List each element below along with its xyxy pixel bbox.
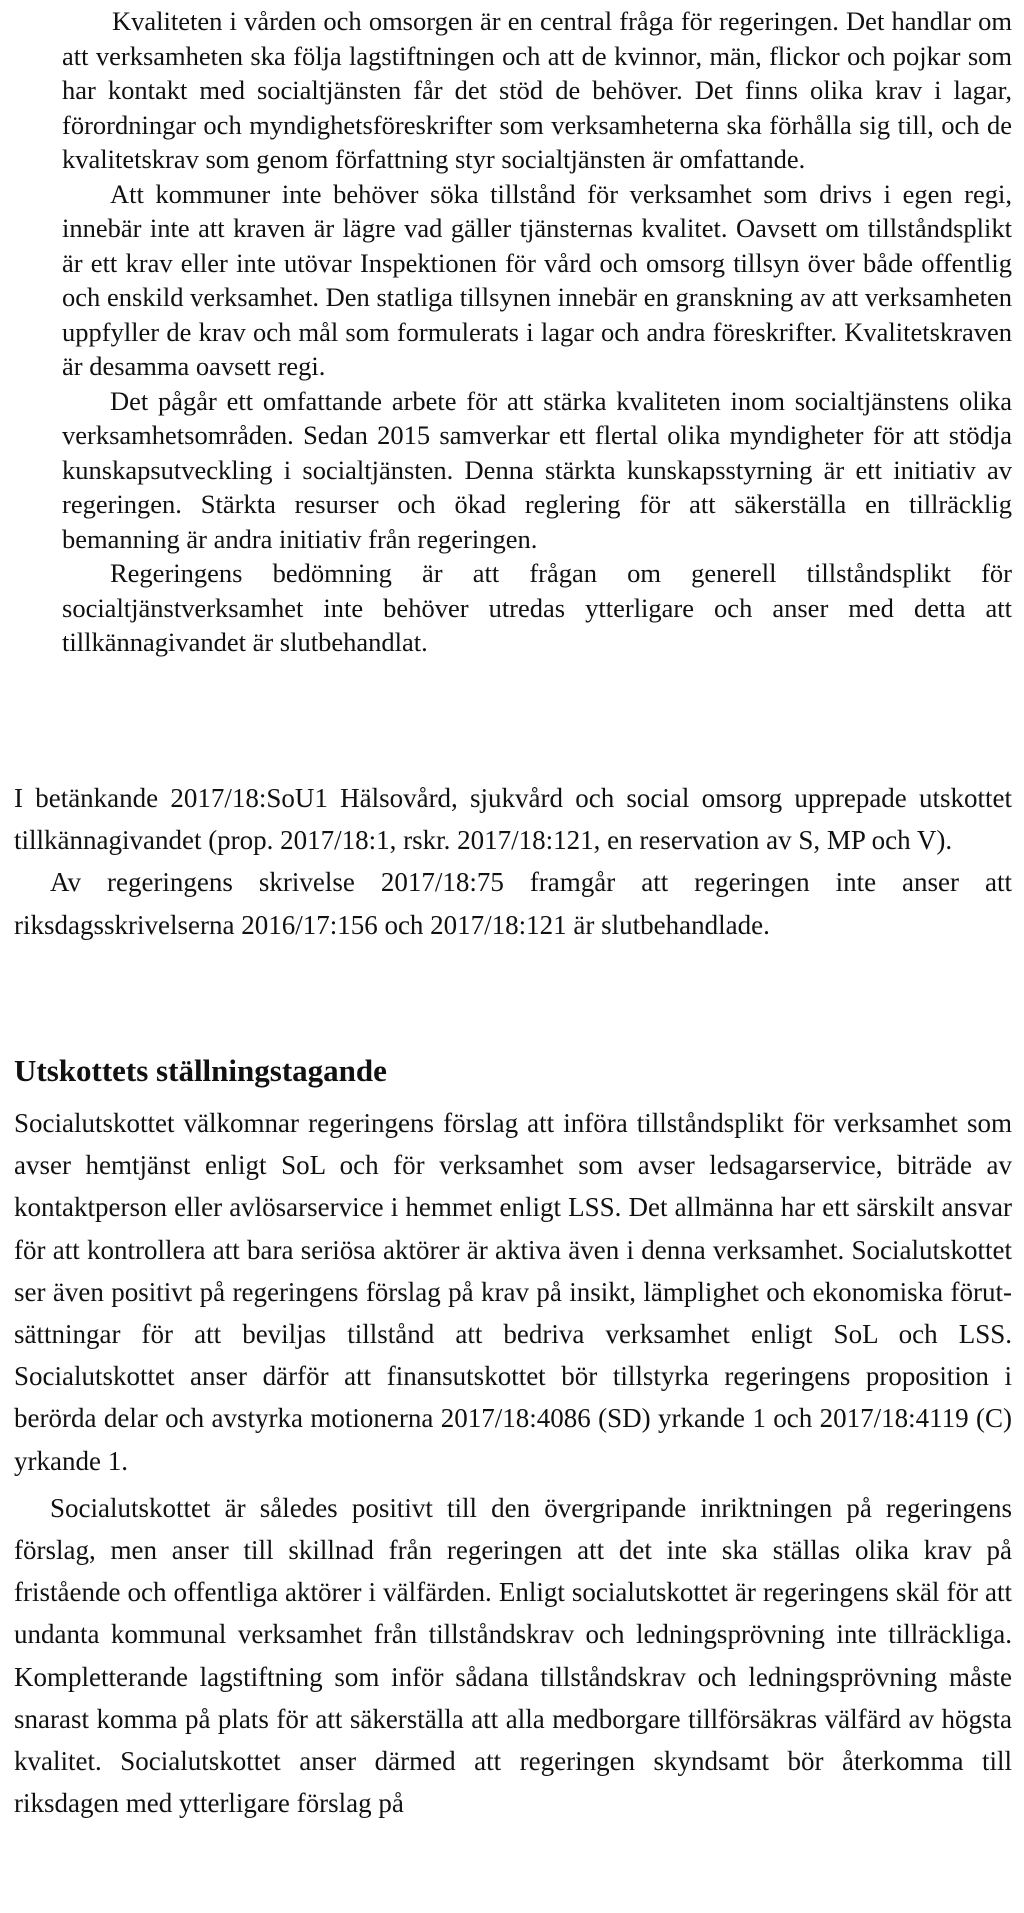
quote-paragraph: Att kommuner inte behöver söka tillstånd för verksamhet som drivs i egen regi, innebär inte att kraven är lägre vad gäller tjänsternas kvalitet. Oavsett om tillståndsplikt är ett krav eller inte utövar Inspektionen för vård och omsorg tillsyn över både offentlig och enskild verksamhet. Den statliga tillsynen innebär en granskning av att verksamheten uppfyller de krav och mål som formulerats i lagar och andra föreskrifter. Kvalitetskraven är desamma oavsett regi. — [62, 178, 1012, 381]
section-heading: Utskottets ställningstagande — [14, 1053, 387, 1088]
section-paragraph: Socialutskottet välkomnar regeringens förslag att införa tillståndsplikt för verksamhet som avser hemtjänst enligt SoL och för verksamhet som avser ledsagarservice, biträde av kontaktperson eller avlösarservice i hemmet enligt LSS. Det allmänna har ett särskilt ansvar för att kontrollera att bara seriösa aktörer är aktiva även i denna verksamhet. Socialutskottet ser även positivt på regeringens förslag på krav på insikt, lämplighet och ekonomiska förutsättningar för att beviljas tillstånd att bedriva verksamhet enligt SoL och LSS. Socialutskottet anser därför att finansutskottet bör tillstyrka regeringens proposition i berörda delar och avstyrka motionerna 2017/18:4086 (SD) yrkande 1 och 2017/18:4119 (C) yrkande 1. — [14, 1108, 1012, 1476]
background-text — [14, 777, 1012, 946]
body-paragraph: Av regeringens skrivelse 2017/18:75 framgår att regeringen inte anser att riksdagsskrivelserna 2016/17:156 och 2017/18:121 är slutbehandlade. — [14, 867, 1012, 940]
section-paragraph: Socialutskottet är således positivt till den övergripande inriktningen på regeringens förslag, men anser till skillnad från regeringen att det inte ska ställas olika krav på fristående och offentliga aktörer i välfärden. Enligt socialutskottet är regeringens skäl för att undanta kommunal verksamhet från tillståndskrav och ledningsprövning inte tillräckliga. Kompletterande lagstiftning som inför sådana tillståndskrav och ledningsprövning måste snarast komma på plats för att säkerställa att alla medborgare tillförsäkras välfärd av högsta kvalitet. Socialutskottet anser därmed att regeringen skyndsamt bör återkomma till riksdagen med ytterligare förslag på — [14, 1492, 1012, 1819]
quote-paragraph: Kvaliteten i vården och omsorgen är en central fråga för regeringen. Det handlar om att verksamheten ska följa lagstiftningen och att de kvinnor, män, flickor och pojkar som har kontakt med socialtjänsten får det stöd de behöver. Det finns olika krav i lagar, förordningar och myndighetsföreskrifter som verksamheterna ska förhålla sig till, och de kvalitetskrav som genom författning styr socialtjänsten är omfattande. — [62, 6, 1012, 174]
body-paragraph: I betänkande 2017/18:SoU1 Hälsovård, sjukvård och social omsorg upprepade utskottet tillkännagivandet (prop. 2017/18:1, rskr. 2017/18:121, en reservation av S, MP och V). — [14, 783, 1012, 856]
committee-position-text — [14, 1102, 1012, 1824]
quote-paragraph: Det pågår ett omfattande arbete för att stärka kvaliteten inom socialtjänstens olika verksamhetsområden. Sedan 2015 samverkar ett flertal olika myndigheter för att stödja kunskapsutveckling i socialtjänsten. Denna stärkta kunskapsstyrning är ett initiativ av regeringen. Stärkta resurser och ökad reglering för att säkerställa en tillräcklig bemanning är andra initiativ från regeringen. — [62, 385, 1012, 554]
quote-paragraph: Regeringens bedömning är att frågan om generell tillståndsplikt för socialtjänstverksamhet inte behöver utredas ytterligare och anser med detta att tillkännagivandet är slutbehandlat. — [62, 558, 1012, 657]
quoted-government-text — [62, 4, 1012, 660]
